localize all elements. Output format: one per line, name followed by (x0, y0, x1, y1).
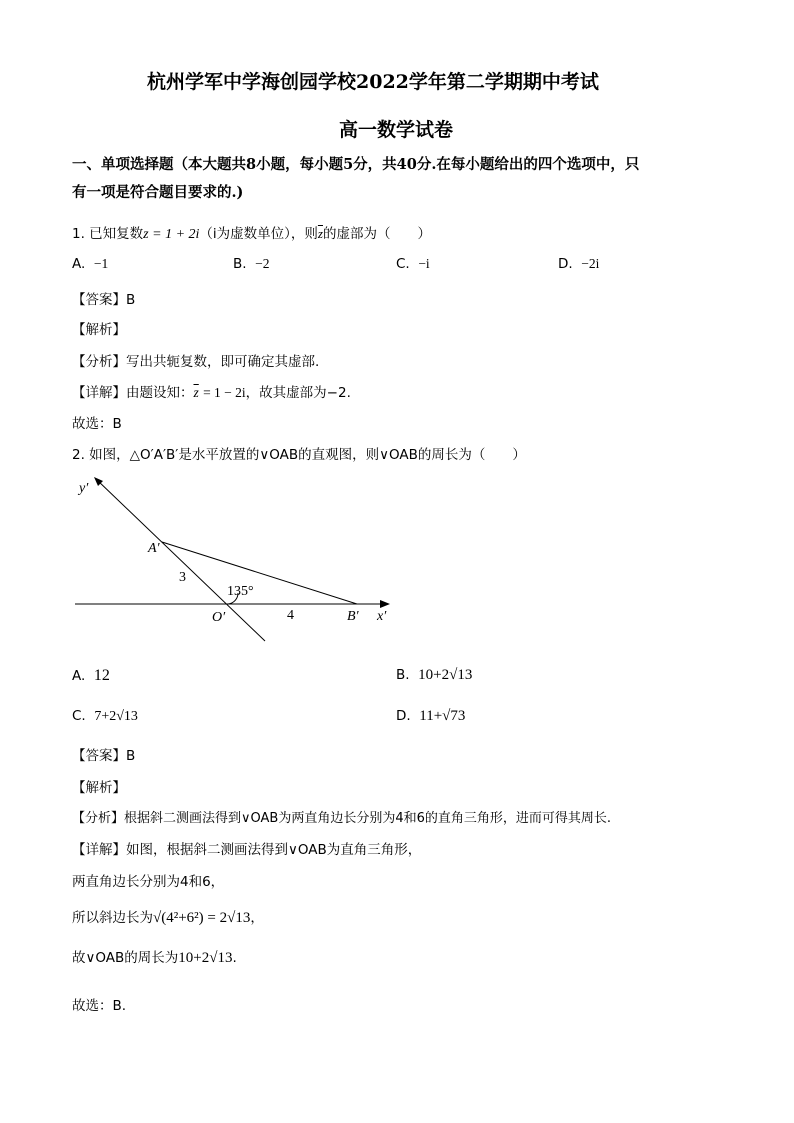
q1-zbar: $\overline{z}$ (317, 226, 323, 241)
label-len-ob: 4 (287, 608, 294, 623)
q2-option-c: C. 7+2√13 (72, 708, 138, 724)
q1-middle: （i为虚数单位），则 (199, 226, 318, 242)
section-heading-cont: 有一项是符合题目要求的.) (72, 184, 244, 201)
q1-analysis-tag: 【解析】 (72, 322, 126, 338)
q2-answer: 【答案】B (72, 748, 136, 764)
q2-line3: 所以斜边长为√(4²+6²) = 2√13， (72, 910, 264, 926)
x-axis-arrow-icon (380, 600, 390, 608)
q1-formula: z = 1 + 2i (143, 227, 200, 242)
q2-choice: 故选：B. (72, 998, 127, 1014)
y-axis-line (96, 479, 265, 641)
exam-title: 杭州学军中学海创园学校2022学年第二学期期中考试 (147, 71, 599, 93)
label-o: O′ (212, 610, 226, 625)
q2-figure (60, 470, 400, 655)
q1-answer: 【答案】B (72, 292, 136, 308)
q1-option-c: C. −i (396, 256, 430, 272)
q2-stem: 2. 如图，△O′A′B′是水平放置的∨OAB的直观图，则∨OAB的周长为（ ） (72, 447, 526, 463)
q2-option-b: B. 10+2√13 (396, 667, 473, 683)
q2-line2: 两直角边长分别为4和6， (72, 874, 225, 890)
q1-option-a: A. −1 (72, 256, 109, 272)
exam-subtitle: 高一数学试卷 (339, 119, 454, 141)
q2-xiangjie: 【详解】如图，根据斜二测画法得到∨OAB为直角三角形， (72, 842, 422, 858)
q2-perimeter-formula: 10+2√13 (178, 950, 233, 966)
q1-suffix: 的虚部为（ ） (322, 226, 431, 242)
label-b: B′ (347, 609, 359, 624)
label-x: x′ (377, 609, 387, 624)
q1-option-d: D. −2i (558, 256, 600, 272)
label-a: A′ (148, 541, 160, 556)
q1-fenxi: 【分析】写出共轭复数，即可确定其虚部. (72, 354, 320, 370)
label-y: y′ (79, 481, 89, 496)
q2-option-d: D. 11+√73 (396, 708, 466, 724)
label-len-oa: 3 (179, 570, 186, 585)
q2-line4: 故∨OAB的周长为10+2√13. (72, 950, 237, 966)
label-angle: 135° (227, 584, 254, 599)
q1-option-b: B. −2 (233, 256, 270, 272)
q1-stem (72, 222, 431, 243)
segment-ab (162, 542, 357, 604)
q1-xiangjie: 【详解】由题设知：$\overline{z} = 1 - 2i$，故其虚部为−2. (72, 385, 351, 401)
q2-hypotenuse-formula: √(4²+6²) = 2√13 (153, 910, 251, 926)
q2-analysis-tag: 【解析】 (72, 780, 126, 796)
q2-fenxi: 【分析】根据斜二测画法得到∨OAB为两直角边长分别为4和6的直角三角形，进而可得其周长. (72, 811, 612, 826)
section-heading: 一、单项选择题（本大题共8小题，每小题5分，共40分.在每小题给出的四个选项中，只 (72, 156, 640, 173)
q1-choice: 故选：B (72, 416, 122, 432)
q1-prefix: 1. 已知复数 (72, 226, 144, 242)
q2-option-a: A. 12 (72, 667, 110, 684)
